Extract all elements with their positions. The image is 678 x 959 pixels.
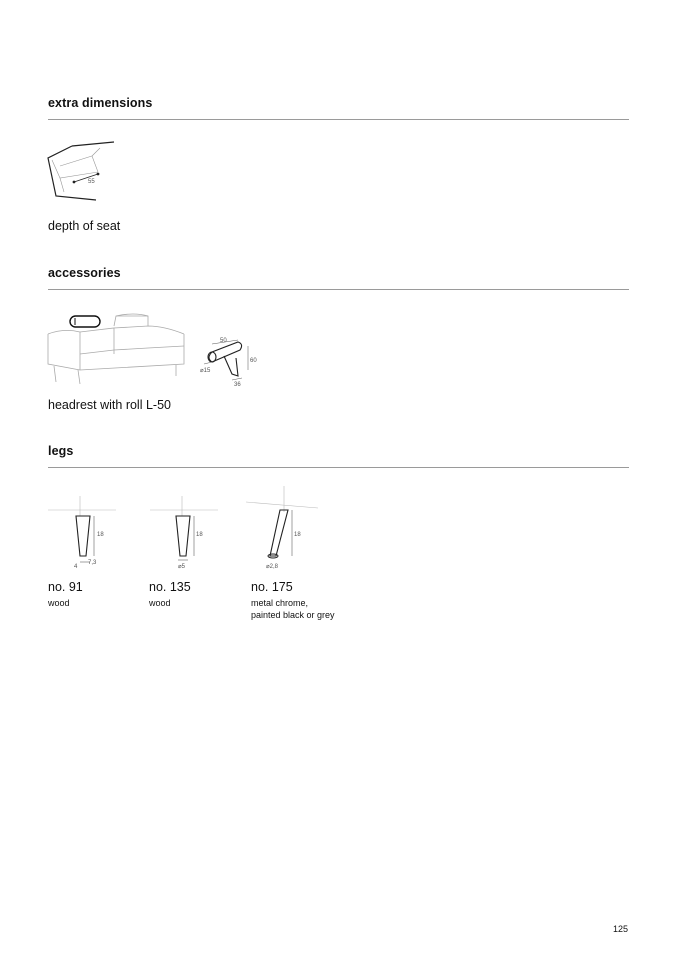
leg-91-base-b-label: 7,3 xyxy=(88,560,97,566)
leg-175-title: no. 175 xyxy=(251,580,293,594)
headrest-roll-drawing xyxy=(196,330,268,388)
leg-91-base-a-label: 4 xyxy=(74,564,78,570)
headrest-length-label: 50 xyxy=(220,338,227,344)
leg-135-title: no. 135 xyxy=(149,580,191,594)
caption-depth-of-seat: depth of seat xyxy=(48,219,121,233)
section-divider xyxy=(48,119,629,120)
leg-91-material: wood xyxy=(48,598,70,608)
headrest-diameter-label: ⌀15 xyxy=(200,368,211,374)
section-title-extra-dimensions: extra dimensions xyxy=(48,96,153,110)
leg-135-diameter-label: ⌀5 xyxy=(178,564,185,570)
leg-91-height-label: 18 xyxy=(97,532,104,538)
sofa-with-headrest-drawing xyxy=(44,310,188,386)
caption-headrest: headrest with roll L-50 xyxy=(48,398,171,412)
section-title-accessories: accessories xyxy=(48,266,121,280)
leg-175-drawing xyxy=(246,484,322,572)
leg-175-material-line2: painted black or grey xyxy=(251,610,335,620)
headrest-depth-label: 36 xyxy=(234,382,241,388)
leg-91-drawing xyxy=(46,494,116,572)
leg-175-diameter-label: ⌀2,8 xyxy=(266,564,278,570)
seat-depth-label: 55 xyxy=(88,179,95,185)
page-number: 125 xyxy=(612,924,628,934)
leg-91-title: no. 91 xyxy=(48,580,83,594)
leg-135-drawing xyxy=(148,494,218,572)
leg-175-height-label: 18 xyxy=(294,532,301,538)
section-divider xyxy=(48,289,629,290)
section-divider xyxy=(48,467,629,468)
leg-175-material-line1: metal chrome, xyxy=(251,598,309,608)
leg-135-material: wood xyxy=(149,598,171,608)
section-title-legs: legs xyxy=(48,444,74,458)
headrest-height-label: 60 xyxy=(250,358,257,364)
seat-depth-drawing xyxy=(40,138,120,204)
leg-135-height-label: 18 xyxy=(196,532,203,538)
